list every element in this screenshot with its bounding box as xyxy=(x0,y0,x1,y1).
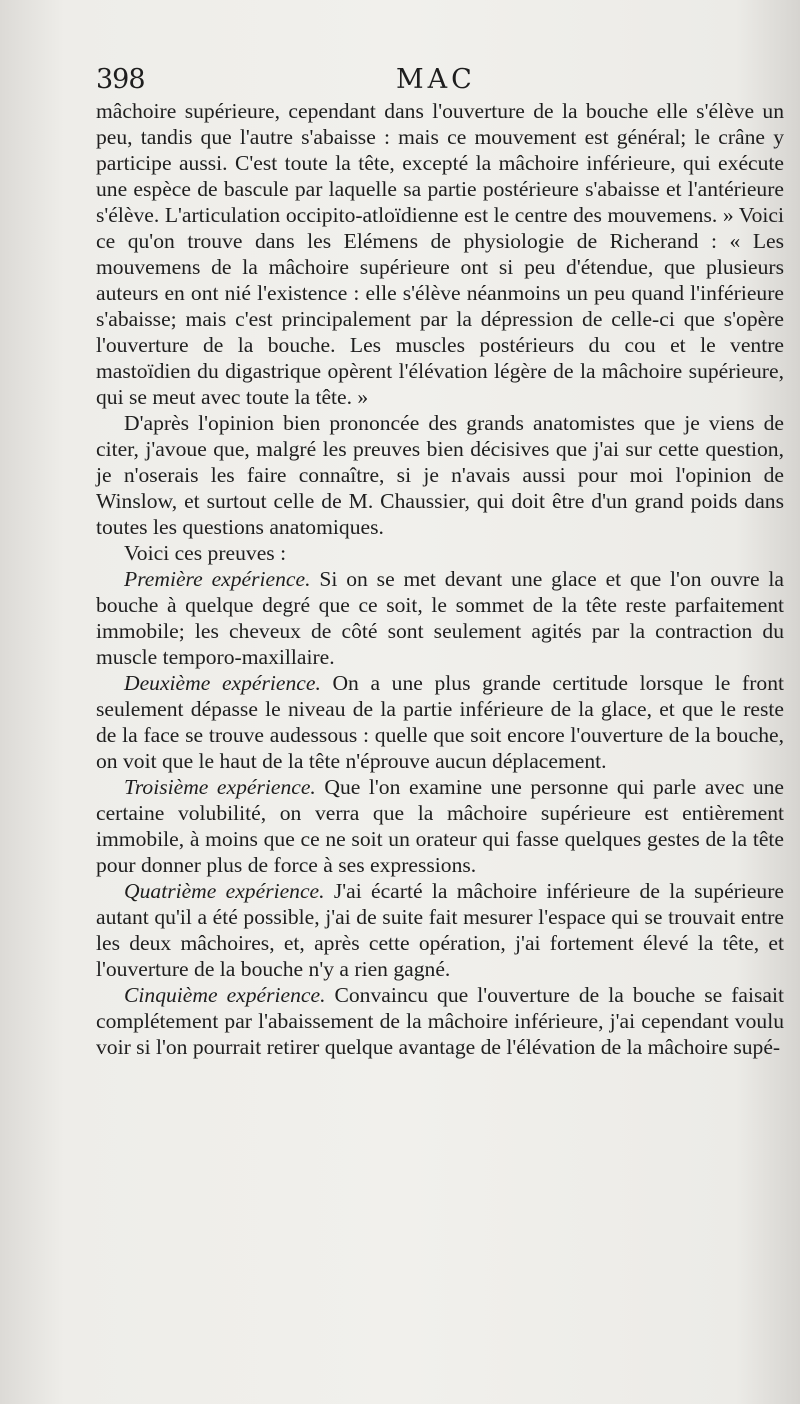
paragraph xyxy=(96,670,784,774)
paragraph-text: J'ai écarté la mâchoire inférieure de la supérieure autant qu'il a été possible, j'ai de suite fait mesurer l'espace qui se trouvait entre les deux mâchoires, et, après cette opération, j'ai fortement élevé la tête, et l'ouverture de la bouche n'y a rien gagné. xyxy=(96,879,784,981)
experiment-title: Quatrième expérience. xyxy=(124,879,325,903)
experiment-title: Troisième expérience. xyxy=(124,775,316,799)
running-head: MAC xyxy=(396,64,476,95)
paragraph: Voici ces preuves : xyxy=(124,541,287,565)
page-number: 398 xyxy=(96,64,145,95)
page-header xyxy=(96,58,760,98)
experiment-title: Cinquième expérience. xyxy=(124,983,326,1007)
paragraph-text: Convaincu que l'ouverture de la bouche se faisait complétement par l'abaissement de la mâchoire inférieure, j'ai cependant voulu voir si l'on pourrait retirer quelque avantage de l'élévation de la mâchoire supé- xyxy=(96,983,784,1059)
paragraph xyxy=(96,774,784,878)
paragraph xyxy=(96,982,784,1060)
paragraph xyxy=(96,878,784,982)
paragraph-text: Que l'on examine une personne qui parle avec une certaine volubilité, on verra que la mâchoire supérieure est entièrement immobile, à moins que ce ne soit un orateur qui fasse quelques gestes de la tête pour donner plus de force à ses expressions. xyxy=(96,775,785,877)
experiment-title: Deuxième expérience. xyxy=(124,671,321,695)
paragraph-text: Si on se met devant une glace et que l'on ouvre la bouche à quelque degré que ce soit, le sommet de la tête reste parfaitement immobile; les cheveux de côté sont seulement agités par la contraction du muscle temporo-maxillaire. xyxy=(96,567,784,669)
experiment-title: Première expérience. xyxy=(124,567,311,591)
paragraph-text: On a une plus grande certitude lorsque le front seulement dépasse le niveau de la partie inférieure de la glace, et que le reste de la face se trouve audessous : quelle que soit encore l'ouverture de la bouche, on voit que le haut de la tête n'éprouve aucun déplacement. xyxy=(96,671,784,773)
paragraph: mâchoire supérieure, cependant dans l'ouverture de la bouche elle s'élève un peu, tandis que l'autre s'abaisse : mais ce mouvement est général; le crâne y participe aussi. C'est toute la tête, excepté la mâchoire inférieure, qui exécute une espèce de bascule par laquelle sa partie postérieure s'abaisse et l'antérieure s'élève. L'articulation occipito-atloïdienne est le centre des mouvemens. » Voici ce qu'on trouve dans les Elémens de physiologie de Richerand : « Les mouvemens de la mâchoire supérieure ont si peu d'étendue, que plusieurs auteurs en ont nié l'existence : elle s'élève néanmoins un peu quand l'inférieure s'abaisse; mais c'est principalement par la dépression de celle-ci que s'opère l'ouverture de la bouche. Les muscles postérieurs du cou et le ventre mastoïdien du digastrique opèrent l'élévation légère de la mâchoire supérieure, qui se meut avec toute la tête. » xyxy=(96,99,784,409)
body-text xyxy=(96,98,784,1060)
paragraph xyxy=(96,566,784,670)
paragraph: D'après l'opinion bien prononcée des grands anatomistes que je viens de citer, j'avoue que, malgré les preuves bien décisives que j'ai sur cette question, je n'oserais les faire connaître, si je n'avais aussi pour moi l'opinion de Winslow, et surtout celle de M. Chaussier, qui doit être d'un grand poids dans toutes les questions anatomiques. xyxy=(96,411,784,539)
